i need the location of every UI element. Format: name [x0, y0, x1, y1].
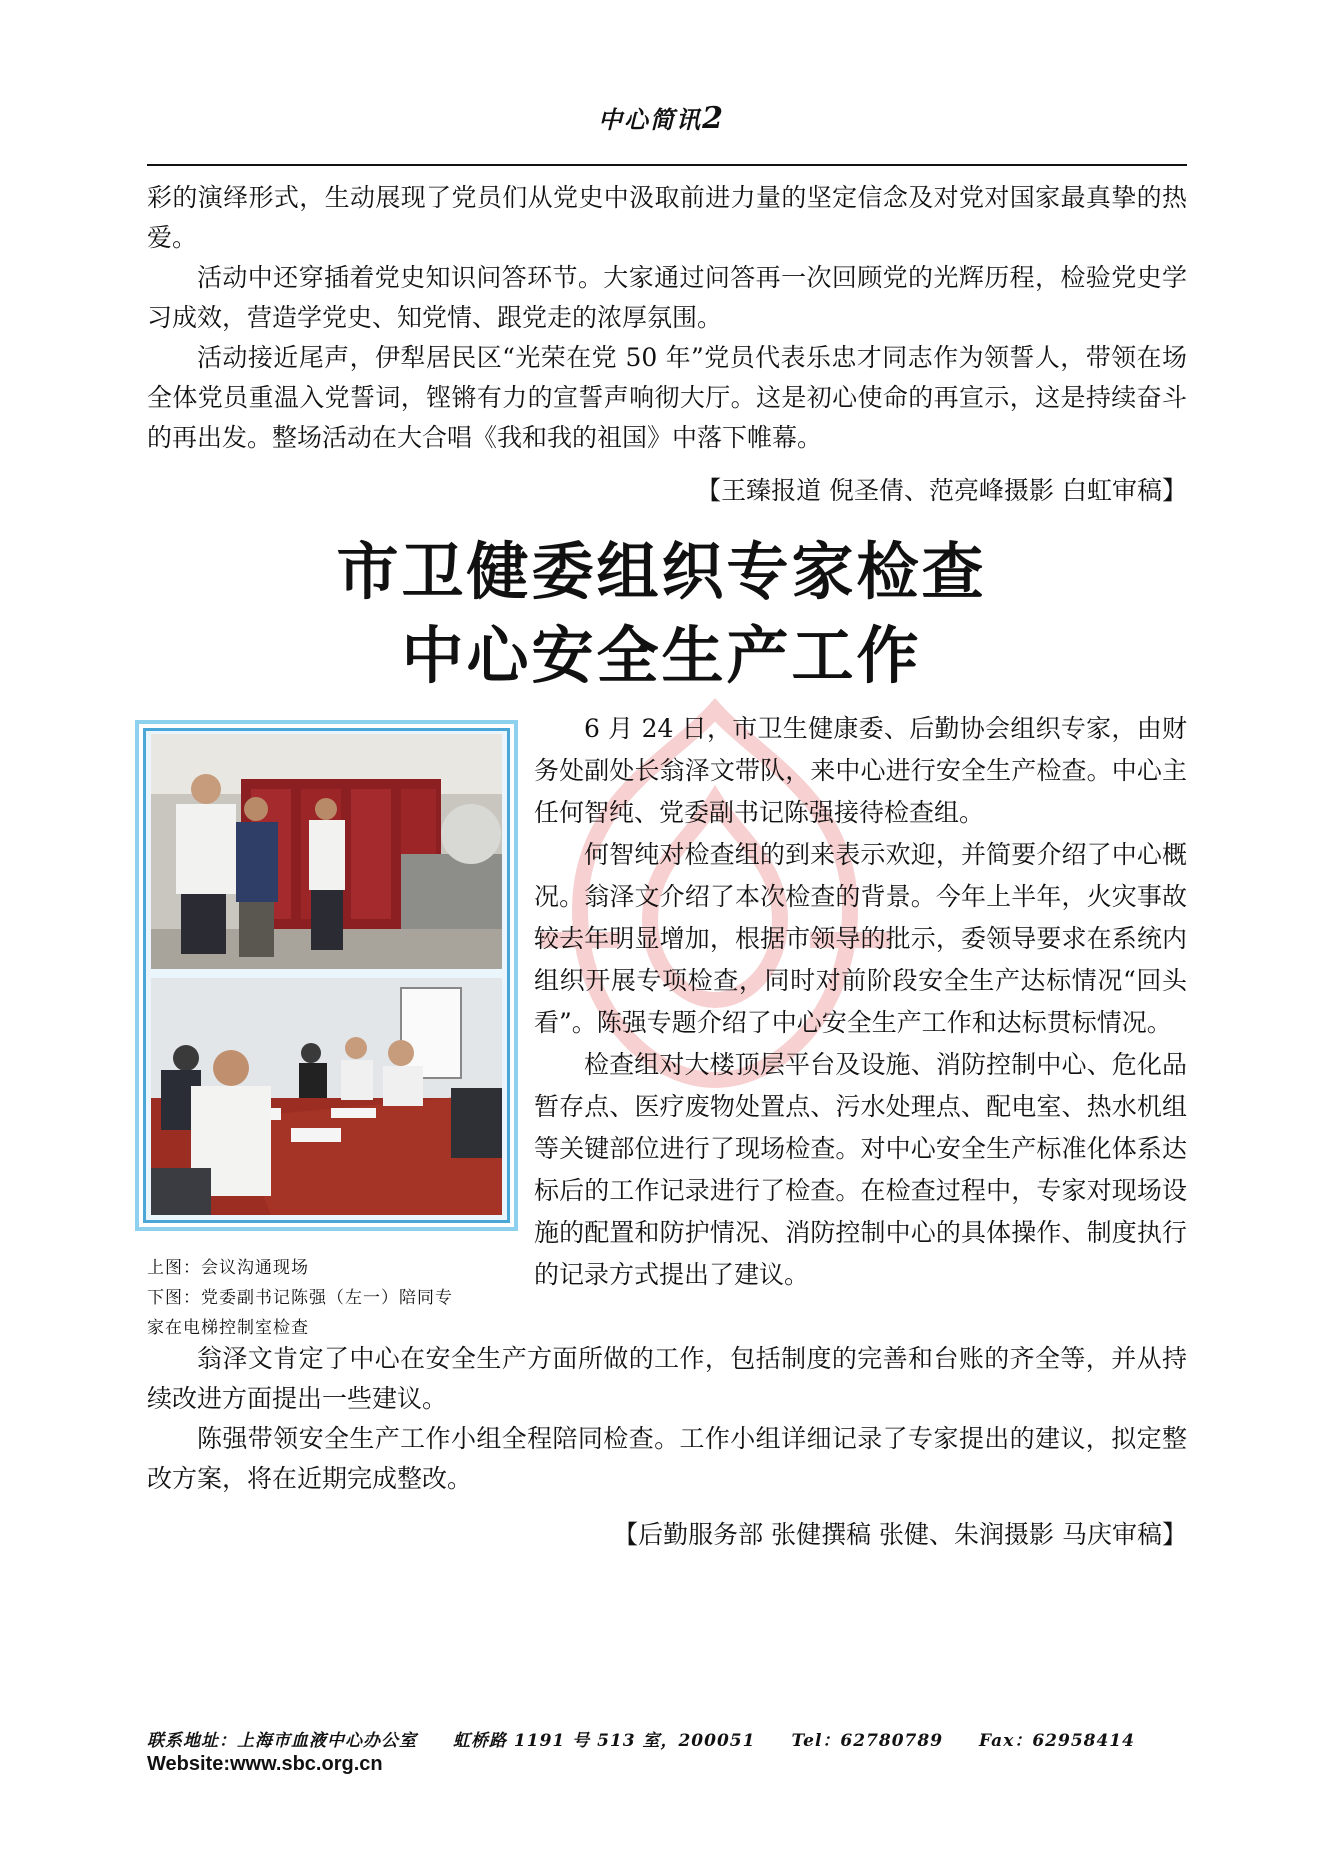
paragraph: 活动中还穿插着党史知识问答环节。大家通过问答再一次回顾党的光辉历程，检验党史学习成效，营造学党史、知党情、跟党走的浓厚氛围。 — [147, 263, 1187, 332]
paragraph: 6 月 24 日，市卫生健康委、后勤协会组织专家，由财务处副处长翁泽文带队，来中心进行安全生产检查。中心主任何智纯、党委副书记陈强接待检查组。 — [534, 714, 1187, 827]
photo-frame — [135, 720, 518, 1231]
article-title — [0, 530, 1323, 698]
paragraph: 陈强带领安全生产工作小组全程陪同检查。工作小组详细记录了专家提出的建议，拟定整改方案，将在近期完成整改。 — [147, 1424, 1187, 1493]
caption-line: 家在电梯控制室检查 — [147, 1318, 309, 1338]
caption-line: 下图：党委副书记陈强（左一）陪同专 — [147, 1288, 453, 1308]
continued-article — [147, 178, 1187, 458]
paragraph: 翁泽文肯定了中心在安全生产方面所做的工作，包括制度的完善和台账的齐全等，并从持续改进方面提出一些建议。 — [147, 1344, 1187, 1413]
newsletter-name: 中心简讯 — [598, 105, 703, 134]
page-header — [0, 100, 1323, 136]
title-line-1: 市卫健委组织专家检查 — [336, 535, 987, 608]
meeting-room-photo — [151, 734, 502, 969]
title-line-2: 中心安全生产工作 — [401, 619, 922, 692]
header-rule — [147, 164, 1187, 166]
article-continuation — [147, 1339, 1187, 1499]
article-credit: 【后勤服务部 张健撰稿 张健、朱润摄影 马庆审稿】 — [613, 1520, 1187, 1549]
inspection-meeting-photo — [151, 978, 502, 1215]
paragraph: 彩的演绎形式，生动展现了党员们从党史中汲取前进力量的坚定信念及对党对国家最真挚的热爱。 — [147, 183, 1187, 252]
paragraph: 何智纯对检查组的到来表示欢迎，并简要介绍了中心概况。翁泽文介绍了本次检查的背景。今年上半年，火灾事故较去年明显增加，根据市领导的批示，委领导要求在系统内组织开展专项检查，同时对前阶段安全生产达标情况“回头看”。陈强专题介绍了中心安全生产工作和达标贯标情况。 — [534, 840, 1187, 1037]
caption-line: 上图：会议沟通现场 — [147, 1258, 309, 1278]
article-right-column — [534, 708, 1187, 1296]
paragraph: 活动接近尾声，伊犁居民区“光荣在党 50 年”党员代表乐忠才同志作为领誓人，带领在场全体党员重温入党誓词，铿锵有力的宣誓声响彻大厅。这是初心使命的再宣示，这是持续奋斗的再出发。整场活动在大合唱《我和我的祖国》中落下帷幕。 — [147, 343, 1187, 452]
footer-website: Website:www.sbc.org.cn — [147, 1753, 383, 1775]
footer-address: 联系地址：上海市血液中心办公室 虹桥路 1191 号 513 室，200051 Tel：62780789 Fax：62958414 — [147, 1731, 1135, 1751]
page-number: 2 — [702, 101, 725, 136]
paragraph: 检查组对大楼顶层平台及设施、消防控制中心、危化品暂存点、医疗废物处置点、污水处理点、配电室、热水机组等关键部位进行了现场检查。对中心安全生产标准化体系达标后的工作记录进行了检查。在检查过程中，专家对现场设施的配置和防护情况、消防控制中心的具体操作、制度执行的记录方式提出了建议。 — [534, 1050, 1187, 1289]
photo-caption — [147, 1253, 497, 1343]
continued-credit: 【王臻报道 倪圣倩、范亮峰摄影 白虹审稿】 — [696, 476, 1187, 505]
